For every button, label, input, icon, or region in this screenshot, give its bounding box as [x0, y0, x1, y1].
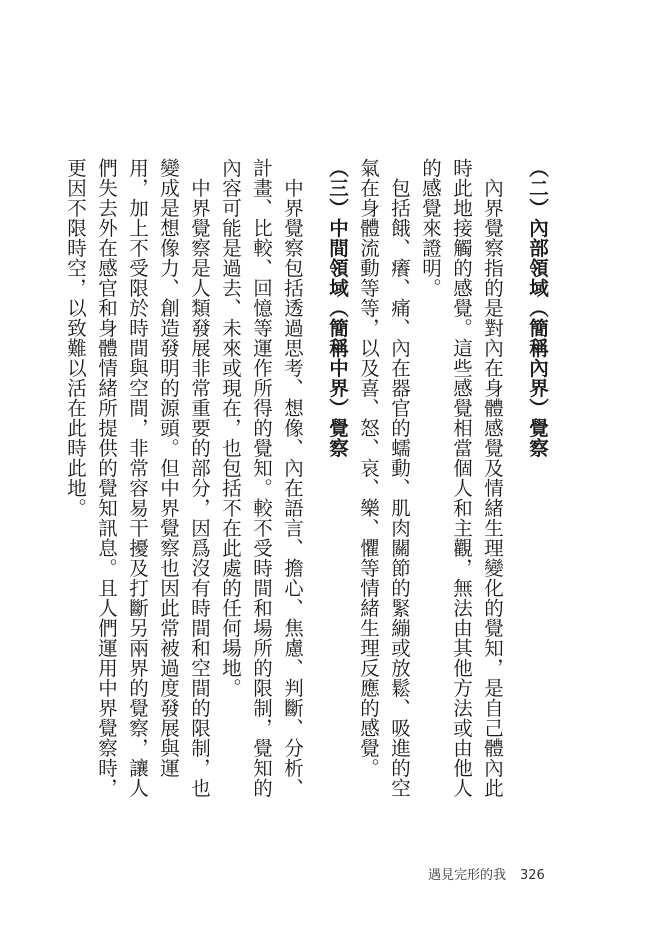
- paragraph-internal-awareness-examples: 包括餓、癢、痛、內在器官的蠕動、肌肉關節的緊繃或放鬆、吸進的空氣在身體流動等等，以及喜、怒、哀、樂、懼等情緒生理反應的感覺。: [357, 158, 411, 798]
- paragraph-internal-awareness-definition: 內界覺察指的是對內在身體感覺及情緒生理變化的覺知，是自己體內此時此地接觸的感覺。這些感覺相當個人和主觀，無法由其他方法或由他人的感覺來證明。: [419, 158, 504, 798]
- page-body: [60, 158, 553, 798]
- page-number: 326: [520, 868, 545, 883]
- section-heading-middle-zone: （三）中間領域（簡稱中界）覺察: [326, 158, 349, 458]
- running-book-title: 遇見完形的我: [428, 868, 507, 883]
- paragraph-middle-awareness-importance: 中界覺察是人類發展非常重要的部分，因爲沒有時間和空間的限制，也變成是想像力、創造發明的源頭。但中界覺察也因此常被過度發展與運用，加上不受限於時間與空間，非常容易干擾及打斷另兩界的覺察，讓人們失去外在感官和身體情緒所提供的覺知訊息。且人們運用中界覺察時，更因不限時空，以致難以活在此時此地。: [64, 158, 211, 798]
- page-footer: [428, 864, 545, 883]
- section-heading-internal-zone: （二）內部領域（簡稱內界）覺察: [526, 158, 549, 458]
- paragraph-middle-awareness-definition: 中界覺察包括透過思考、想像、內在語言、擔心、焦慮、判斷、分析、計畫、比較、回憶等運作所得的覺知。較不受時間和場所的限制，覺知的內容可能是過去、未來或現在，也包括不在此處的任何場地。: [219, 158, 304, 798]
